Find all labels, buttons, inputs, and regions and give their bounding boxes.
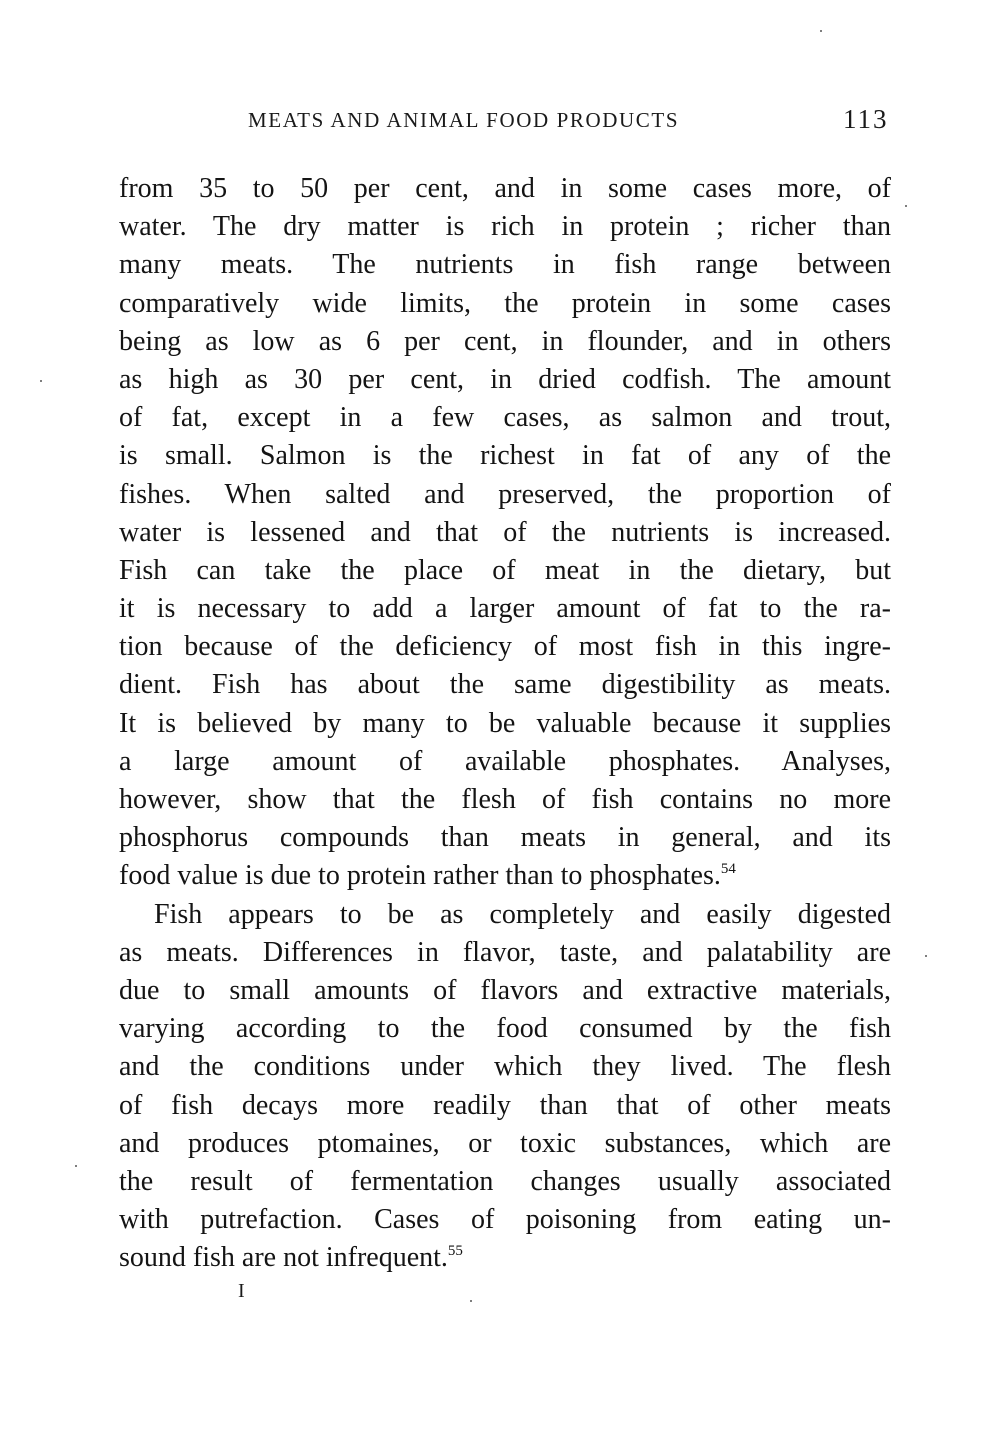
text-line: is small. Salmon is the richest in fat of any of the [119, 440, 891, 472]
footnote-reference: 55 [447, 1243, 463, 1260]
text-line: due to small amounts of flavors and extractive materials, [119, 974, 891, 1006]
footnote-reference: 54 [720, 861, 736, 878]
text-line: Fish appears to be as completely and easily digested [154, 898, 891, 930]
text-line: from 35 to 50 per cent, and in some cases more, of [119, 173, 891, 204]
scan-speck [820, 30, 822, 32]
scan-speck [40, 380, 42, 382]
text-line-with-footnote [119, 1239, 891, 1277]
scan-speck [470, 1300, 472, 1302]
text-line: it is necessary to add a larger amount of fat to the ra- [119, 593, 891, 625]
text-line: many meats. The nutrients in fish range between [119, 249, 891, 281]
paragraph-2 [119, 896, 891, 1278]
text-line: water is lessened and that of the nutrients is increased. [119, 516, 891, 548]
text-line: water. The dry matter is rich in protein ; richer than [119, 211, 891, 243]
scan-speck [75, 1165, 77, 1167]
text-line: sound fish are not infrequent. [119, 1242, 448, 1274]
text-line: as meats. Differences in flavor, taste, and palatability are [119, 936, 891, 968]
text-line: It is believed by many to be valuable because it supplies [119, 707, 891, 739]
scan-speck [925, 955, 927, 957]
signature-mark: I [238, 1280, 245, 1302]
body-text [119, 170, 891, 1277]
page-number: 113 [843, 104, 889, 134]
text-line: tion because of the deficiency of most fish in this ingre- [119, 631, 891, 663]
text-line: fishes. When salted and preserved, the proportion of [119, 478, 891, 510]
text-line-with-footnote [119, 857, 891, 895]
text-line: phosphorus compounds than meats in general, and its [119, 822, 891, 854]
text-line: and produces ptomaines, or toxic substances, which are [119, 1127, 891, 1159]
text-line: comparatively wide limits, the protein in some cases [119, 287, 891, 319]
text-line: of fat, except in a few cases, as salmon and trout, [119, 402, 891, 434]
text-line: Fish can take the place of meat in the dietary, but [119, 554, 891, 586]
running-head-title: MEATS AND ANIMAL FOOD PRODUCTS [248, 108, 680, 132]
scan-speck [905, 205, 907, 207]
text-line: dient. Fish has about the same digestibility as meats. [119, 669, 891, 701]
text-line: as high as 30 per cent, in dried codfish. The amount [119, 363, 891, 395]
text-line: the result of fermentation changes usually associated [119, 1165, 891, 1197]
text-line: however, show that the flesh of fish contains no more [119, 784, 891, 815]
text-line: being as low as 6 per cent, in flounder, and in others [119, 325, 891, 357]
text-line: food value is due to protein rather than to phosphates. [119, 860, 721, 892]
text-line: a large amount of available phosphates. Analyses, [119, 745, 891, 777]
paragraph-1 [119, 170, 891, 896]
text-line: with putrefaction. Cases of poisoning from eating un- [119, 1204, 891, 1236]
text-line: of fish decays more readily than that of other meats [119, 1089, 891, 1121]
text-line: varying according to the food consumed by the fish [119, 1013, 891, 1045]
text-line: and the conditions under which they lived. The flesh [119, 1051, 891, 1083]
